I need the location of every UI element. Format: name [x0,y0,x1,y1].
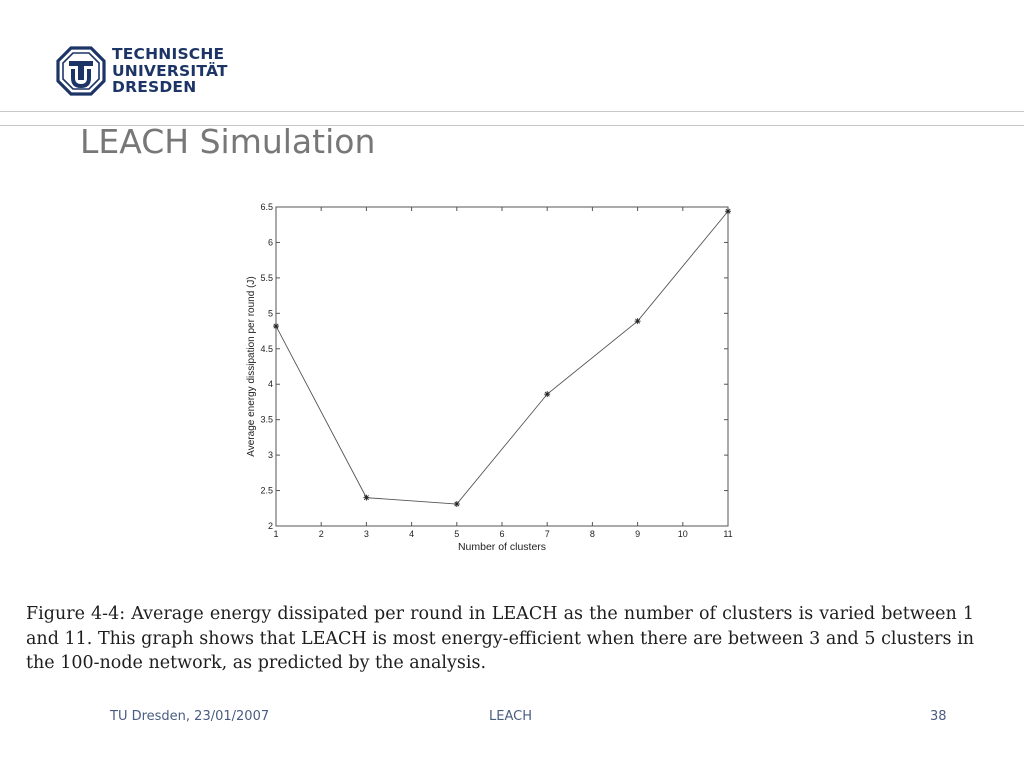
data-point [635,318,641,324]
y-tick-label: 5 [267,308,273,319]
y-tick-label: 2.5 [260,485,273,496]
y-tick-label: 5.5 [260,272,273,283]
slide-title: LEACH Simulation [80,122,376,161]
y-tick-label: 3.5 [260,414,273,425]
x-tick-label: 3 [363,529,369,539]
y-tick-label: 6.5 [260,202,273,212]
x-tick-label: 2 [318,529,324,539]
x-axis-label: Number of clusters [457,541,547,553]
footer-topic: LEACH [489,709,532,724]
series-line [276,211,728,504]
logo-line-1: TECHNISCHE [112,45,225,64]
x-tick-label: 10 [677,529,688,539]
footer-affiliation-date: TU Dresden, 23/01/2007 [110,709,270,724]
x-tick-label: 6 [499,529,505,539]
page-number: 38 [930,709,947,724]
x-tick-label: 1 [273,529,279,539]
y-tick-label: 2 [267,521,273,531]
x-tick-label: 8 [589,529,595,539]
x-tick-label: 4 [409,529,415,539]
x-tick-label: 7 [544,529,550,539]
data-point [273,323,279,329]
x-tick-label: 11 [723,529,733,539]
data-point [363,495,369,501]
y-tick-label: 4.5 [260,343,273,354]
y-tick-label: 6 [267,237,273,248]
data-point [454,501,460,507]
x-tick-label: 5 [454,529,460,539]
y-axis-label: Average energy dissipation per round (J) [246,276,257,457]
data-point [725,208,731,214]
figure-caption: Figure 4-4: Average energy dissipated per round in LEACH as the number of clusters is varied between 1 and 11. This graph shows that LEACH is most energy-efficient when there are between 3 and 5 clusters in the 100-node network, as predicted by the analysis. [26,604,974,673]
y-tick-label: 3 [267,450,273,461]
plot-frame [276,207,728,526]
y-tick-label: 4 [267,379,273,390]
logo-line-3: DRESDEN [112,78,197,97]
data-point [544,391,550,397]
x-tick-label: 9 [635,529,641,539]
logo-line-2: UNIVERSITÄT [112,61,228,80]
